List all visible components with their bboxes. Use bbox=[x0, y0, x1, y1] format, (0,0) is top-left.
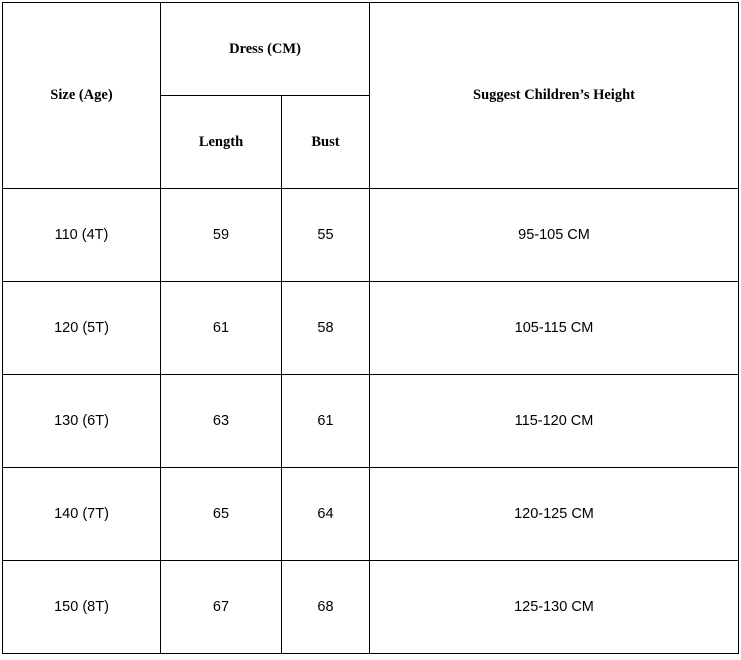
cell-height: 95-105 CM bbox=[370, 189, 739, 282]
table-row bbox=[3, 375, 739, 468]
table-row bbox=[3, 468, 739, 561]
cell-height: 115-120 CM bbox=[370, 375, 739, 468]
cell-size: 140 (7T) bbox=[3, 468, 161, 561]
cell-bust: 64 bbox=[282, 468, 370, 561]
cell-length: 61 bbox=[161, 282, 282, 375]
cell-size: 130 (6T) bbox=[3, 375, 161, 468]
cell-height: 120-125 CM bbox=[370, 468, 739, 561]
header-suggested-height: Suggest Children’s Height bbox=[370, 3, 739, 189]
cell-length: 67 bbox=[161, 561, 282, 654]
table-row bbox=[3, 282, 739, 375]
cell-length: 59 bbox=[161, 189, 282, 282]
cell-length: 63 bbox=[161, 375, 282, 468]
cell-bust: 55 bbox=[282, 189, 370, 282]
cell-bust: 58 bbox=[282, 282, 370, 375]
cell-height: 105-115 CM bbox=[370, 282, 739, 375]
header-size-age: Size (Age) bbox=[3, 3, 161, 189]
header-bust: Bust bbox=[282, 96, 370, 189]
cell-size: 150 (8T) bbox=[3, 561, 161, 654]
cell-size: 110 (4T) bbox=[3, 189, 161, 282]
cell-size: 120 (5T) bbox=[3, 282, 161, 375]
header-dress-cm: Dress (CM) bbox=[161, 3, 370, 96]
cell-length: 65 bbox=[161, 468, 282, 561]
cell-bust: 68 bbox=[282, 561, 370, 654]
header-row bbox=[3, 3, 739, 96]
cell-height: 125-130 CM bbox=[370, 561, 739, 654]
size-chart-table bbox=[2, 2, 739, 654]
table-row bbox=[3, 189, 739, 282]
table-row bbox=[3, 561, 739, 654]
cell-bust: 61 bbox=[282, 375, 370, 468]
header-length: Length bbox=[161, 96, 282, 189]
